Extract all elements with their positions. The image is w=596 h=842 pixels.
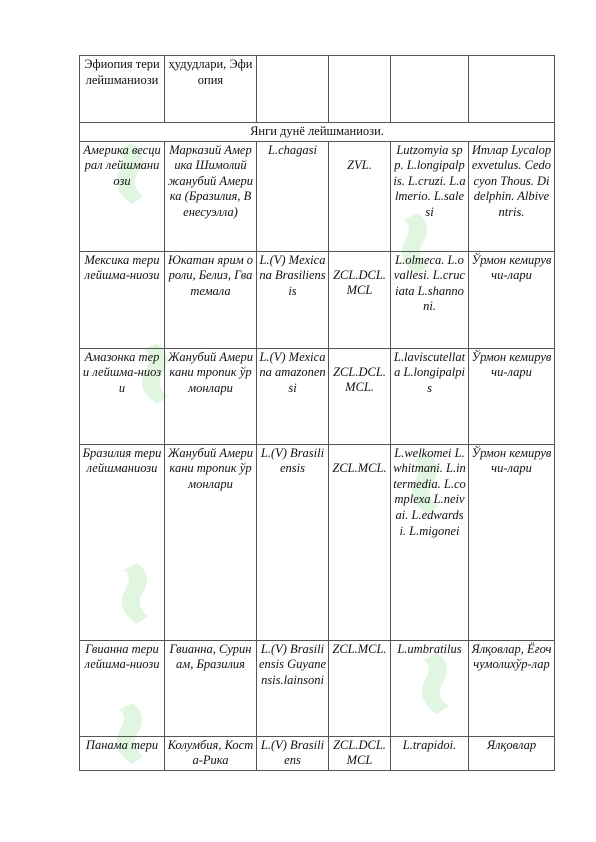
table-cell: Панама тери <box>80 736 165 770</box>
table-cell: ZVL. <box>329 141 391 251</box>
table-cell: Юкатан ярим ороли, Белиз, Гватемала <box>165 251 257 348</box>
table-cell: L.(V) Brasiliensis Guyanensis.lainsoni <box>257 640 329 736</box>
table-cell: Эфиопия тери лейшманиози <box>80 56 165 123</box>
table-cell: Бразилия тери лейшманиози <box>80 444 165 640</box>
table-cell <box>257 56 329 123</box>
table-cell: Колумбия, Коста-Рика <box>165 736 257 770</box>
table-cell: Жанубий Американи тропик ўрмонлари <box>165 348 257 444</box>
table-cell: L.welkomei L.whitmani. L.intermedia. L.complexa L.neivai. L.edwardsi. L.migonei <box>391 444 469 640</box>
section-row <box>80 123 555 142</box>
table-cell: Ўрмон кемирувчи-лари <box>469 444 555 640</box>
table-cell: ZCL.MCL. <box>329 444 391 640</box>
table-cell: Гвианна тери лейшма-ниози <box>80 640 165 736</box>
table-cell: Гвианна, Суринам, Бразилия <box>165 640 257 736</box>
table-row <box>80 736 555 770</box>
table-cell: L.trapidoi. <box>391 736 469 770</box>
table-cell: Марказий Америка Шимолий жанубий Америка (Бразилия, Венесуэлла) <box>165 141 257 251</box>
table-cell: L.(V) Mexicana amazonensi <box>257 348 329 444</box>
table-cell: Жанубий Американи тропик ўрмонлари <box>165 444 257 640</box>
table-cell: L.(V) Mexicana Brasiliensis <box>257 251 329 348</box>
table-cell: Ўрмон кемирувчи-лари <box>469 348 555 444</box>
table-cell: Мексика тери лейшма-ниози <box>80 251 165 348</box>
table-cell: ZCL.DCL. MCL <box>329 251 391 348</box>
table-cell <box>329 56 391 123</box>
table-row <box>80 640 555 736</box>
table-row <box>80 251 555 348</box>
table-row <box>80 444 555 640</box>
table-cell: Итлар Lycalopexvetulus. Cedocyon Thous. Didelphin. Albiventris. <box>469 141 555 251</box>
table-cell: ZCL.DCL. MCL. <box>329 348 391 444</box>
table-row <box>80 56 555 123</box>
table-cell: L.laviscutellata L.longipalpis <box>391 348 469 444</box>
table-cell: L.olmeca. L.ovallesi. L.cruciata L.shannoni. <box>391 251 469 348</box>
table-cell: Lutzomyia spp. L.longipalpis. L.cruzi. L.almerio. L.salesi <box>391 141 469 251</box>
table-cell: L.umbratilus <box>391 640 469 736</box>
table-cell <box>391 56 469 123</box>
table-cell: L.(V) Brasiliensis <box>257 444 329 640</box>
table-cell: Америка весцирал лейшманиози <box>80 141 165 251</box>
table-cell: ҳудудлари, Эфиопия <box>165 56 257 123</box>
table-cell: Ялқовлар <box>469 736 555 770</box>
table-cell: Ялқовлар, Ёғоч чумолихўр-лар <box>469 640 555 736</box>
section-title: Янги дунё лейшманиози. <box>80 123 555 142</box>
table-cell: ZCL.DCL. MCL <box>329 736 391 770</box>
table-cell: L.chagasi <box>257 141 329 251</box>
table-row <box>80 348 555 444</box>
table-row <box>80 141 555 251</box>
table-cell: ZCL.MCL. <box>329 640 391 736</box>
table-cell <box>469 56 555 123</box>
table-cell: L.(V) Brasiliens <box>257 736 329 770</box>
table-cell: Амазонка тери лейшма-ниози <box>80 348 165 444</box>
table-cell: Ўрмон кемирувчи-лари <box>469 251 555 348</box>
leishmaniasis-table <box>79 55 555 771</box>
